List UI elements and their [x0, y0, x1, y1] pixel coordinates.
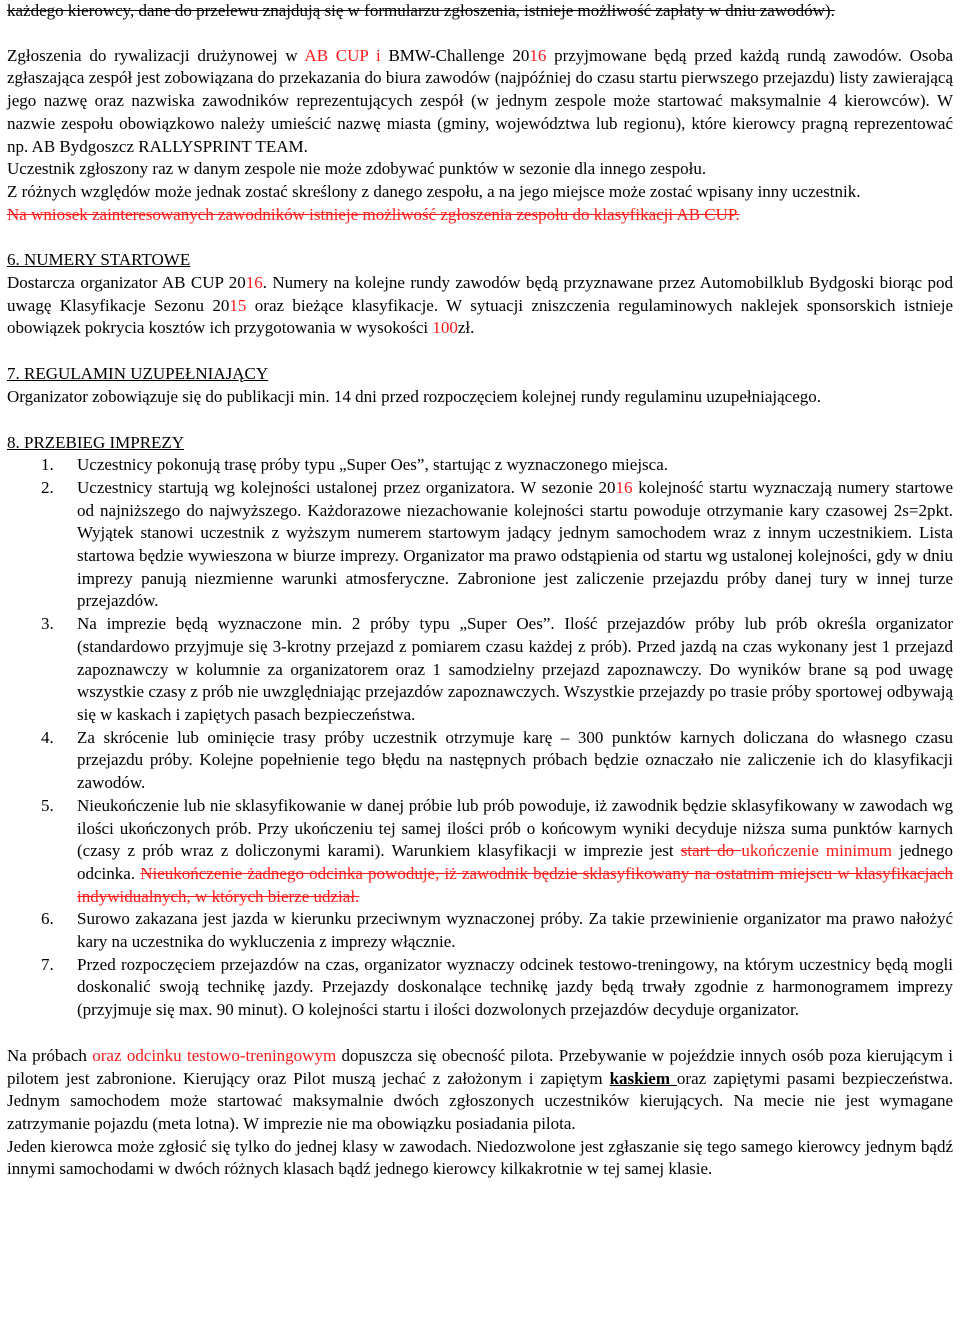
section-8-heading: 8. PRZEBIEG IMPREZY: [7, 432, 185, 452]
struck-request-paragraph: Na wniosek zainteresowanych zawodników istnieje możliwość zgłoszenia zespołu do klasyfikacji AB CUP.: [7, 204, 740, 224]
list-item: 5. Nieukończenie lub nie sklasyfikowanie w danej próbie lub prób powoduje, iż zawodnik będzie sklasyfikowany w zawodach wg ilości ukończonych prób. Przy ukończeniu tej samej ilości prób o końcowym wyniki decyduje niższa suma punktów karnych (czasy z prób wraz z doliczonymi karami). Warunkiem klasyfikacji w imprezie jest start do ukończenie minimum jednego odcinka. Nieukończenie żadnego odcinka powoduje, iż zawodnik będzie sklasyfikowany na ostatnim miejscu w klasyfikacjach indywidualnych, w których bierze udział.: [41, 795, 953, 906]
list-item: 6. Surowo zakazana jest jazda w kierunku przeciwnym wyznaczonej próby. Za takie przewinienie organizator ma prawo nałożyć kary na uczestnika do wykluczenia z imprezy włącznie.: [41, 909, 953, 952]
team-removal-paragraph: Z różnych względów może jednak zostać skreślony z danego zespołu, a na jego miejsce może zostać wpisany inny uczestnik.: [7, 181, 861, 201]
list-item: 3. Na imprezie będą wyznaczone min. 2 próby typu „Super Oes”. Ilość przejazdów próby lub prób określa organizator (standardowo przyjmuje się 3-krotny przejazd z pomiarem czasu każdej z prób). Przed jazdą na czas wykonany jest 1 przejazd zapoznawczy w kolumnie za organizatorem oraz 1 samodzielny przejazd zapoznawczy. Do wyników brane są pod uwagę wszystkie czasy z prób nie uwzględniając przejazdów zapoznawczych. Wszystkie przejazdy po trasie próby sportowej odbywają się w kaskach i zapiętych pasach bezpieczeństwa.: [41, 614, 953, 724]
list-item: 2. Uczestnicy startują wg kolejności ustalonej przez organizatora. W sezonie 2016 kolejność startu wyznaczają numery startowe od najniższego do najwyższego. Każdorazowe niezachowanie kolejności startu powoduje otrzymanie kary czasowej 2s=2pkt. Wyjątek stanowi uczestnik z wyższym numerem startowym jadący jednym samochodem wraz z innym uczestnikiem. Lista startowa będzie wywieszona w biurze imprezy. Organizator ma prawo odstąpienia od startu wg ustalonej kolejności, gdy w dniu imprezy panują niezmienne warunki atmosferyczne. Zabronione jest zaliczenie przejazdu próby danej tury w innej turze przejazdów.: [41, 477, 953, 611]
section-6-heading: 6. NUMERY STARTOWE: [7, 250, 191, 270]
team-registration-paragraph: Zgłoszenia do rywalizacji drużynowej w AB CUP i BMW-Challenge 2016 przyjmowane będą przed każdą rundą zawodów. Osoba zgłaszająca zespół jest zobowiązana do przekazania do biura zawodów (najpóźniej do czasu startu pierwszego przejazdu) listy zawierającą jego nazwę oraz nazwiska zawodników reprezentujących zespół (w jednym zespole może startować maksymalnie 4 kierowców). W nazwie zespołu obowiązkowo należy umieścić nazwę miasta (gminy, województwa lub regionu), które kierowcy pragną reprezentować np. AB Bydgoszcz RALLYSPRINT TEAM.: [7, 45, 954, 156]
section-6-text: Dostarcza organizator AB CUP 2016. Numery na kolejne rundy zawodów będą przyznawane przez Automobilklub Bydgoski biorąc pod uwagę Klasyfikacje Sezonu 2015 oraz bieżące klasyfikacje. W sytuacji zniszczenia regulaminowych naklejek sponsorskich istnieje obowiązek pokrycia kosztów ich przygotowania w wysokości 100zł.: [7, 273, 953, 338]
section-7-text: Organizator zobowiązuje się do publikacji min. 14 dni przed rozpoczęciem kolejnej rundy regulaminu uzupełniającego.: [7, 386, 821, 406]
section-7-heading: 7. REGULAMIN UZUPEŁNIAJĄCY: [7, 364, 269, 384]
section-8-list: [7, 454, 953, 1022]
list-item: 1. Uczestnicy pokonują trasę próby typu „Super Oes”, startując z wyznaczonego miejsca.: [41, 455, 669, 475]
intro-paragraph-1: każdego kierowcy, dane do przelewu znajdują się w formularzu zgłoszenia, istnieje możliwość zapłaty w dniu zawodów).: [7, 1, 835, 20]
list-item: 4. Za skrócenie lub ominięcie trasy próby uczestnik otrzymuje karę – 300 punktów karnych doliczana do własnego czasu przejazdu próby. Kolejne popełnienie tego błędu na następnych próbach będzie oznaczało nie zaliczenie ich do klasyfikacji zawodów.: [41, 727, 953, 793]
list-item: 7. Przed rozpoczęciem przejazdów na czas, organizator wyznaczy odcinek testowo-treningowy, na którym uczestnicy będą mogli doskonalić swoją technikę jazdy. Przejazdy doskonalące technikę jazdy będą trwały zgodnie z harmonogramem imprezy (przyjmuje się max. 90 minut). O kolejności startu i ilości dozwolonych przejazdów decyduje organizator.: [41, 954, 953, 1020]
class-entry-paragraph: Jeden kierowca może zgłosić się tylko do jednej klasy w zawodach. Niedozwolone jest zgłaszanie się tego samego kierowcy jednym bądź innymi samochodami w dwóch różnych klasach bądź jednego kierowcy kilkakrotnie w tej samej klasie.: [7, 1136, 953, 1179]
team-points-paragraph: Uczestnik zgłoszony raz w danym zespole nie może zdobywać punktów w sezonie dla innego zespołu.: [7, 159, 707, 179]
pilot-paragraph: Na próbach oraz odcinku testowo-treningowym dopuszcza się obecność pilota. Przebywanie w pojeździe innych osób poza kierującym i pilotem jest zabronione. Kierujący oraz Pilot muszą jechać z założonym i zapiętym kaskiem oraz zapiętymi pasami bezpieczeństwa. Jednym samochodem może startować maksymalnie dwóch zgłoszonych uczestników kierujących. Na mecie nie jest wymagane zatrzymanie pojazdu (meta lotna). W imprezie nie ma obowiązku posiadania pilota.: [7, 1045, 954, 1133]
